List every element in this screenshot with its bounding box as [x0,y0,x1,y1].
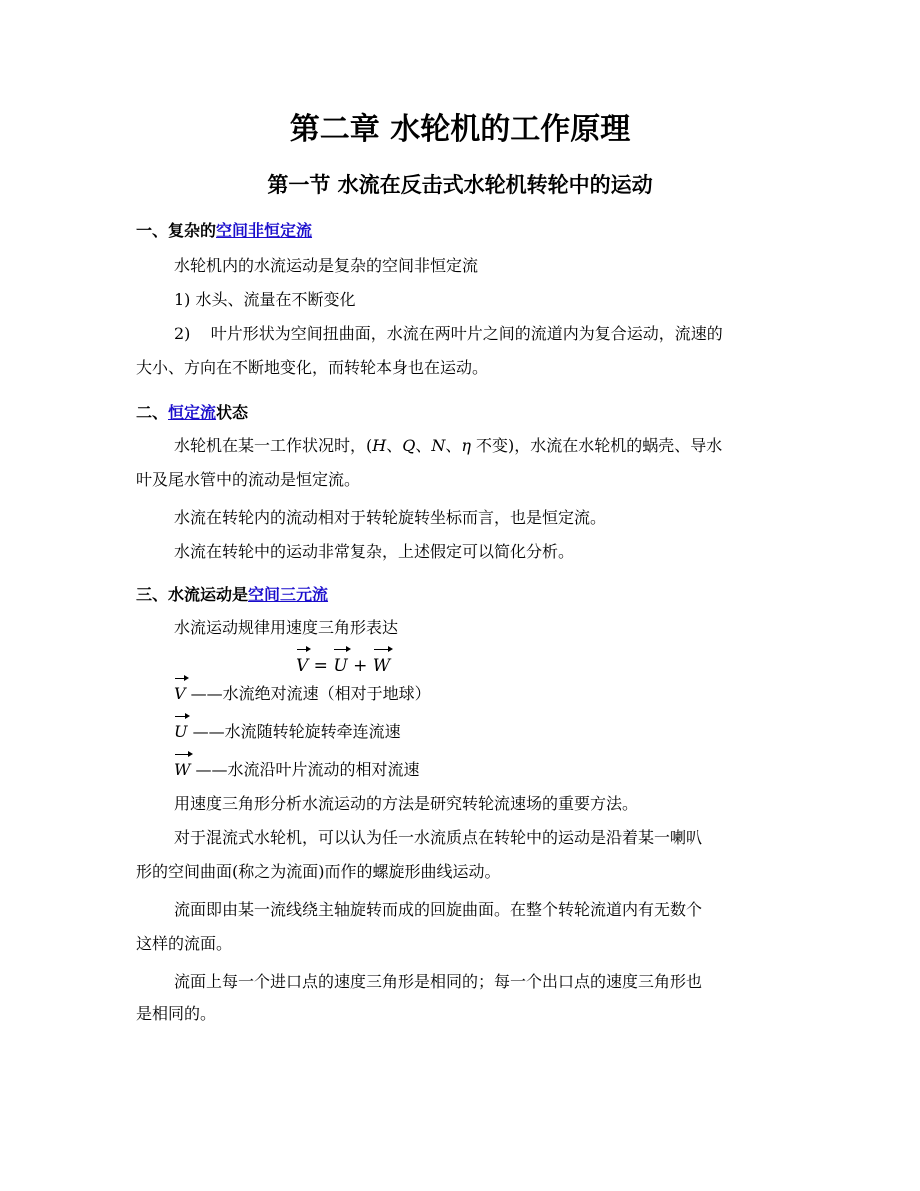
list-number: 2) [174,324,191,343]
text-run: 不变)，水流在水轮机的蜗壳、导水 [470,436,723,455]
paragraph: 水流运动规律用速度三角形表达 [174,618,399,637]
text-run: 、 [386,436,403,455]
list-text: 叶片形状为空间扭曲面，水流在两叶片之间的流道内为复合运动，流速的 [210,324,723,343]
paragraph: 用速度三角形分析水流运动的方法是研究转轮流速场的重要方法。 [174,794,639,813]
vector-W: W [373,653,390,679]
link-steady-flow[interactable]: 恒定流 [168,403,217,422]
list-text: 水头、流量在不断变化 [195,290,356,309]
vector-V: V [174,682,186,706]
paragraph: 水流在转轮内的流动相对于转轮旋转坐标而言，也是恒定流。 [174,508,607,527]
paragraph-continued: 是相同的。 [136,1004,217,1023]
text-run: 水轮机在某一工作状况时，( [174,436,373,455]
link-unsteady-flow[interactable]: 空间非恒定流 [216,221,313,240]
definition-text: 水流随转轮旋转牵连流速 [224,722,401,741]
var-eta: η [461,436,471,455]
paragraph-operating-condition [174,434,722,458]
vector-U: U [333,653,347,679]
heading-steady-flow [136,401,248,425]
paragraph: 水流在转轮中的运动非常复杂，上述假定可以简化分析。 [174,542,575,561]
definition-W [174,758,420,782]
var-H: H [372,436,387,455]
link-3d-flow[interactable]: 空间三元流 [248,585,329,604]
definition-U [174,720,401,744]
var-N: N [431,436,446,455]
paragraph-continued: 这样的流面。 [136,934,233,953]
heading-suffix: 状态 [216,403,249,422]
plus-sign: + [347,656,373,676]
section-title: 第一节 水流在反击式水轮机转轮中的运动 [267,173,653,197]
dash: —— [190,684,223,703]
heading-complex-flow [136,219,312,243]
definition-text: 水流沿叶片流动的相对流速 [227,760,420,779]
dash: —— [192,722,225,741]
paragraph: 流面即由某一流线绕主轴旋转而成的回旋曲面。在整个转轮流道内有无数个 [174,900,703,919]
vector-V: V [296,653,308,679]
paragraph-continued: 形的空间曲面(称之为流面)而作的螺旋形曲线运动。 [136,862,501,881]
dash: —— [195,760,228,779]
list-number: 1) [174,290,191,309]
list-item-1 [174,288,356,312]
text-run: 、 [415,436,432,455]
paragraph-continued: 叶及尾水管中的流动是恒定流。 [136,470,361,489]
paragraph: 流面上每一个进口点的速度三角形是相同的；每一个出口点的速度三角形也 [174,972,703,991]
list-item-2-continued: 大小、方向在不断地变化，而转轮本身也在运动。 [136,358,489,377]
definition-V [174,682,431,706]
list-item-2 [174,322,723,346]
vector-U: U [174,720,187,744]
paragraph: 对于混流式水轮机，可以认为任一水流质点在转轮中的运动是沿着某一喇叭 [174,828,703,847]
heading-prefix: 三、水流运动是 [136,585,249,604]
text-run: 、 [445,436,462,455]
heading-prefix: 一、复杂的 [136,221,217,240]
equals-sign: = [308,656,334,676]
heading-3d-flow [136,583,328,607]
definition-text: 水流绝对流速（相对于地球） [222,684,431,703]
velocity-formula [296,653,390,679]
chapter-title: 第二章 水轮机的工作原理 [289,112,631,147]
var-Q: Q [402,436,416,455]
heading-prefix: 二、 [136,403,169,422]
paragraph: 水轮机内的水流运动是复杂的空间非恒定流 [174,256,479,275]
vector-W: W [174,758,190,782]
